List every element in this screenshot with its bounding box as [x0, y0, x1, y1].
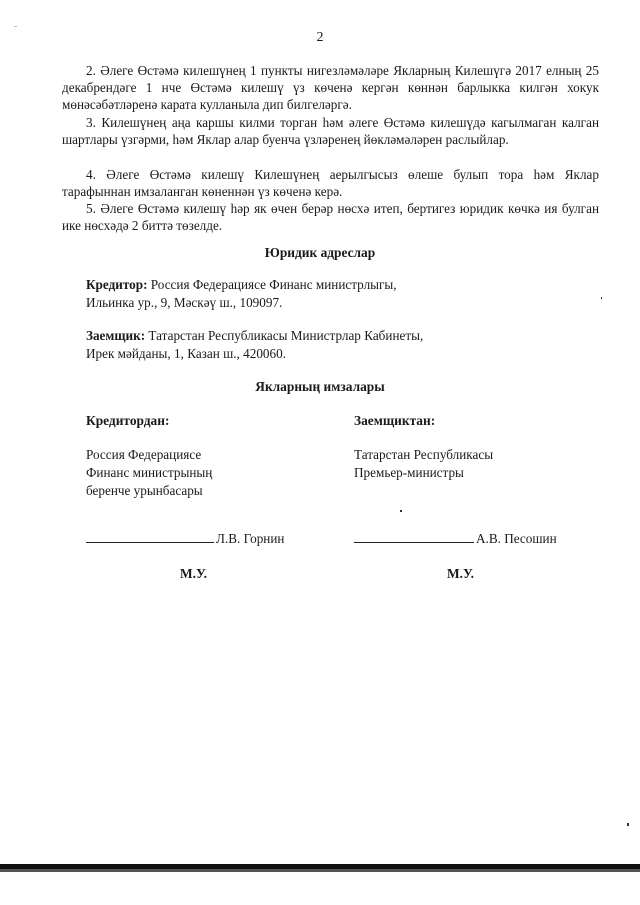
position-line: беренче урынбасары	[86, 483, 203, 498]
borrower-address	[86, 327, 566, 363]
page-number: 2	[316, 30, 324, 45]
creditor-street: Ильинка ур., 9, Мәскәү ш., 109097.	[86, 295, 283, 310]
signature-underline	[354, 530, 474, 543]
position-line: Россия Федерациясе	[86, 447, 202, 462]
creditor-label: Кредитор:	[86, 277, 148, 292]
borrower-label: Заемщик:	[86, 328, 146, 343]
scan-edge-shadow	[0, 869, 640, 872]
signatures-heading: Якларның имзалары	[255, 379, 385, 394]
creditor-signature-line	[86, 530, 284, 547]
paragraph-5: 5. Әлеге Өстәмә килешү һәр як өчен берәр нөсхә итеп, бертигез юридик көчкә ия булган ике нөсхәдә 2 биттә төзелде.	[62, 201, 599, 234]
creditor-signature-title: Кредитордан:	[86, 413, 170, 428]
creditor-signer-position	[86, 446, 212, 500]
borrower-signer-position	[354, 446, 493, 482]
scan-speck	[627, 823, 629, 826]
paragraph-2: 2. Әлеге Өстәмә килешүнең 1 пункты нигезләмәләре Якларның Килешүгә 2017 елның 25 декабрендәге 1 нче Өстәмә килешү үз көченә кергән көннән барлыкка килгән хокук мөнәсәбәтләренә карата кулланыла дип билгеләргә.	[62, 63, 599, 113]
borrower-signature-line	[354, 530, 557, 547]
position-line: Татарстан Республикасы	[354, 447, 494, 462]
scan-speck	[601, 297, 602, 299]
legal-addresses-heading: Юридик адреслар	[264, 245, 376, 260]
borrower-signature-title: Заемщиктан:	[354, 413, 436, 428]
scan-speck	[14, 26, 17, 27]
paragraph-3: 3. Килешүнең аңа каршы килми торган һәм әлеге Өстәмә килешүдә кагылмаган калган шартлары үзгәрми, һәм Яклар алар буенча үзләренең йөкләмәләрен раслыйлар.	[62, 115, 599, 148]
paragraph-4: 4. Әлеге Өстәмә килешү Килешүнең аерылгысыз өлеше булып тора һәм Яклар тарафыннан имзаланган көненнән үз көченә керә.	[62, 167, 599, 200]
borrower-seal-place: М.У.	[447, 566, 474, 581]
creditor-name: Россия Федерациясе Финанс министрлыгы,	[147, 277, 397, 292]
position-line: Финанс министрының	[86, 465, 213, 480]
creditor-seal-place: М.У.	[180, 566, 207, 581]
borrower-signer-name: А.В. Песошин	[476, 531, 557, 546]
scan-speck	[400, 510, 402, 512]
position-line: Премьер-министры	[354, 465, 464, 480]
creditor-signer-name: Л.В. Горнин	[216, 531, 285, 546]
borrower-street: Ирек мәйданы, 1, Казан ш., 420060.	[86, 346, 286, 361]
signature-underline	[86, 530, 214, 543]
creditor-address	[86, 276, 566, 312]
borrower-name: Татарстан Республикасы Министрлар Кабинеты,	[145, 328, 424, 343]
